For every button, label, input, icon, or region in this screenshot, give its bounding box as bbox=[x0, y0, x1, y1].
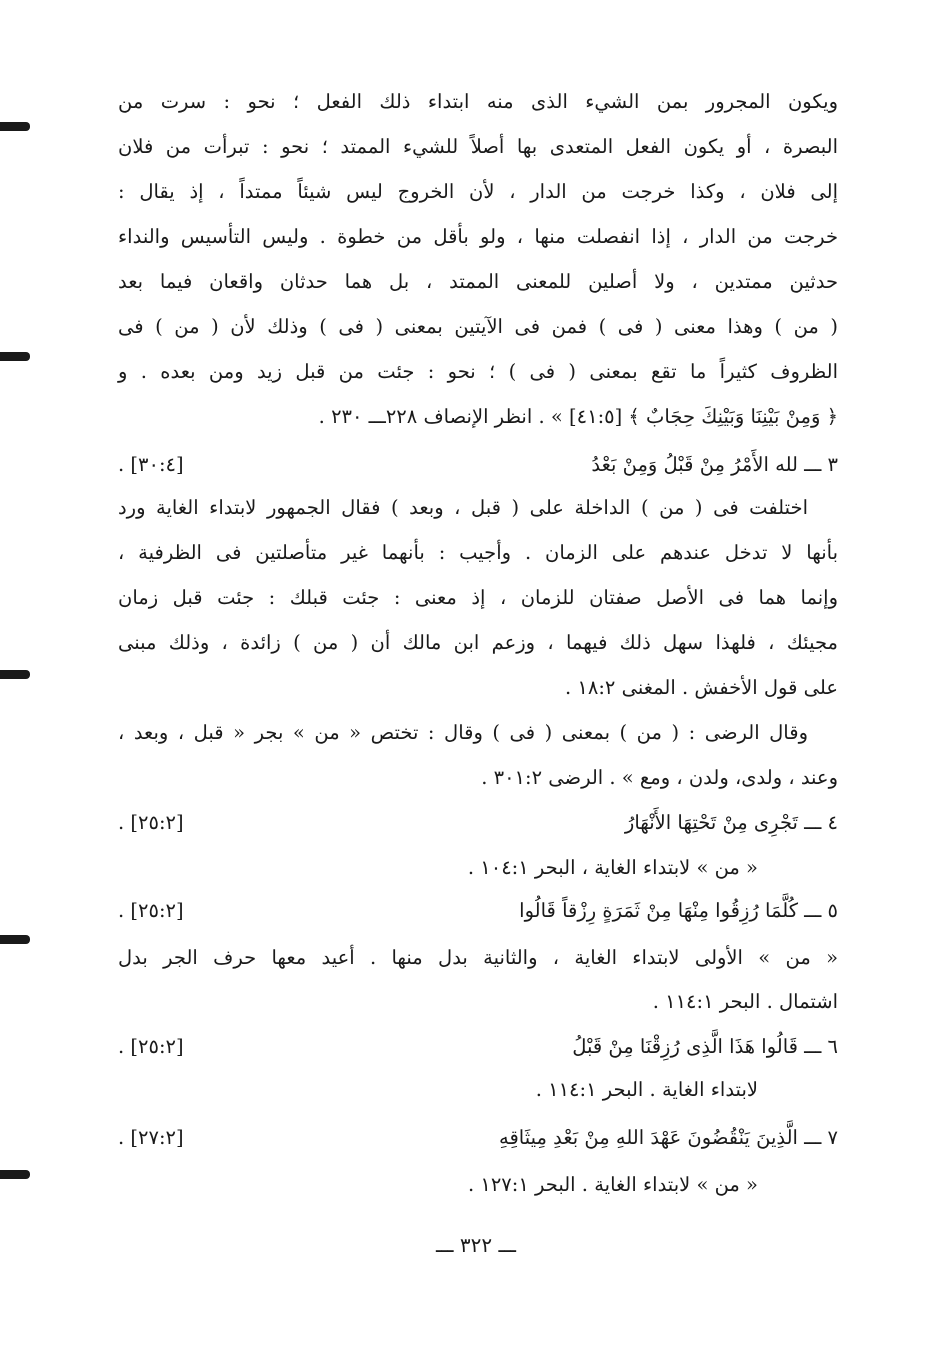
verse-6 bbox=[118, 1027, 838, 1067]
verse-text: ٦ ـــ قَالُوا هَذَا الَّذِى رُزِقْنَا مِنْ قَبْلُ bbox=[572, 1035, 838, 1058]
verse-reference: . [٢٧:٢] bbox=[118, 1126, 184, 1149]
text-line: ( من ) وهذا معنى ( فى ) فمن فى الآيتين بمعنى ( فى ) وذلك لأن ( من ) فى bbox=[118, 315, 838, 338]
verse-3 bbox=[118, 445, 838, 485]
page-number: ـــ ٣٢٢ ـــ bbox=[435, 1233, 517, 1257]
scan-edge-mark bbox=[0, 122, 30, 131]
text-line: وإنما هما فى الأصل صفتان للزمان ، إذ معنى : جئت قبلك : جئت قبل زمان bbox=[118, 586, 838, 609]
text-line: « من » الأولى لابتداء الغاية ، والثانية بدل منها . أعيد معها حرف الجر بدل bbox=[118, 946, 838, 969]
verse-text: ٤ ـــ تَجْرِى مِنْ تَحْتِهَا الأَنْهَارُ bbox=[624, 811, 838, 834]
text-line: « من » لابتداء الغاية . البحر ١٢٧:١ . bbox=[467, 1173, 758, 1196]
text-line: حدثين ممتدين ، ولا أصلين للمعنى الممتد ، بل هما حدثان واقعان فيما بعد bbox=[118, 270, 838, 293]
scan-edge-mark bbox=[0, 670, 30, 679]
verse-reference: . [٢٥:٢] bbox=[118, 1035, 184, 1058]
verse-text: ٣ ـــ لله الأَمْرُ مِنْ قَبْلُ وَمِنْ بَعْدُ bbox=[591, 453, 838, 476]
text-line: خرجت من الدار ، إذا انفصلت منها ، ولو بأقل من خطوة . وليس التأسيس والنداء bbox=[118, 225, 838, 248]
scan-edge-mark bbox=[0, 935, 30, 944]
text-line: البصرة ، أو يكون الفعل المتعدى بها أصلاً للشيء الممتد ؛ نحو : تبرأت من فلان bbox=[118, 135, 838, 158]
verse-4 bbox=[118, 803, 838, 843]
text-line: وقال الرضى : ( من ) بمعنى ( فى ) وقال : تختص « من » بجر « قبل ، وبعد ، bbox=[118, 721, 808, 744]
verse-text: ٧ ـــ الَّذِينَ يَنْقُضُونَ عَهْدَ اللهِ مِنْ بَعْدِ مِيثَاقِهِ bbox=[499, 1126, 838, 1149]
text-line: ﴿ وَمِنْ بَيْنِنَا وَبَيْنِكَ حِجَابٌ ﴾ [٤١:٥] » . انظر الإنصاف ٢٢٨ـــ ٢٣٠ . bbox=[318, 405, 838, 428]
verse-text: ٥ ـــ كُلَّمَا رُزِقُوا مِنْهَا مِنْ ثَمَرَةٍ رِزْقاً قَالُوا bbox=[519, 899, 838, 922]
text-line: ويكون المجرور بمن الشيء الذى منه ابتداء ذلك الفعل ؛ نحو : سرت من bbox=[118, 90, 838, 113]
verse-reference: . [٣٠:٤] bbox=[118, 453, 184, 476]
verse-reference: . [٢٥:٢] bbox=[118, 899, 184, 922]
text-line: على قول الأخفش . المغنى ١٨:٢ . bbox=[565, 676, 838, 699]
scan-edge-mark bbox=[0, 352, 30, 361]
verse-reference: . [٢٥:٢] bbox=[118, 811, 184, 834]
text-line: بأنها لا تدخل عندهم على الزمان . وأجيب : بأنهما غير متأصلتين فى الظرفية ، bbox=[118, 541, 838, 564]
verse-5 bbox=[118, 891, 838, 931]
text-line: الظروف كثيراً ما تقع بمعنى ( فى ) ؛ نحو : جئت من قبل زيد ومن بعده . و bbox=[118, 360, 838, 383]
text-line: « من » لابتداء الغاية ، البحر ١٠٤:١ . bbox=[467, 856, 758, 879]
text-line: اختلفت فى ( من ) الداخلة على ( قبل ، وبعد ) فقال الجمهور لابتداء الغاية ورد bbox=[118, 496, 808, 519]
text-line: إلى فلان ، وكذا خرجت من الدار ، لأن الخروج ليس شيئاً ممتداً ، إذ يقال : bbox=[118, 180, 838, 203]
text-line: اشتمال . البحر ١١٤:١ . bbox=[652, 990, 838, 1013]
verse-7 bbox=[118, 1118, 838, 1158]
text-line: مجيئك ، فلهذا سهل ذلك فيهما ، وزعم ابن مالك أن ( من ) زائدة ، وذلك مبنى bbox=[118, 631, 838, 654]
scan-edge-mark bbox=[0, 1170, 30, 1179]
text-line: وعند ، ولدى، ولدن ، ومع » . الرضى ٣٠١:٢ . bbox=[481, 766, 838, 789]
text-line: لابتداء الغاية . البحر ١١٤:١ . bbox=[535, 1078, 758, 1101]
